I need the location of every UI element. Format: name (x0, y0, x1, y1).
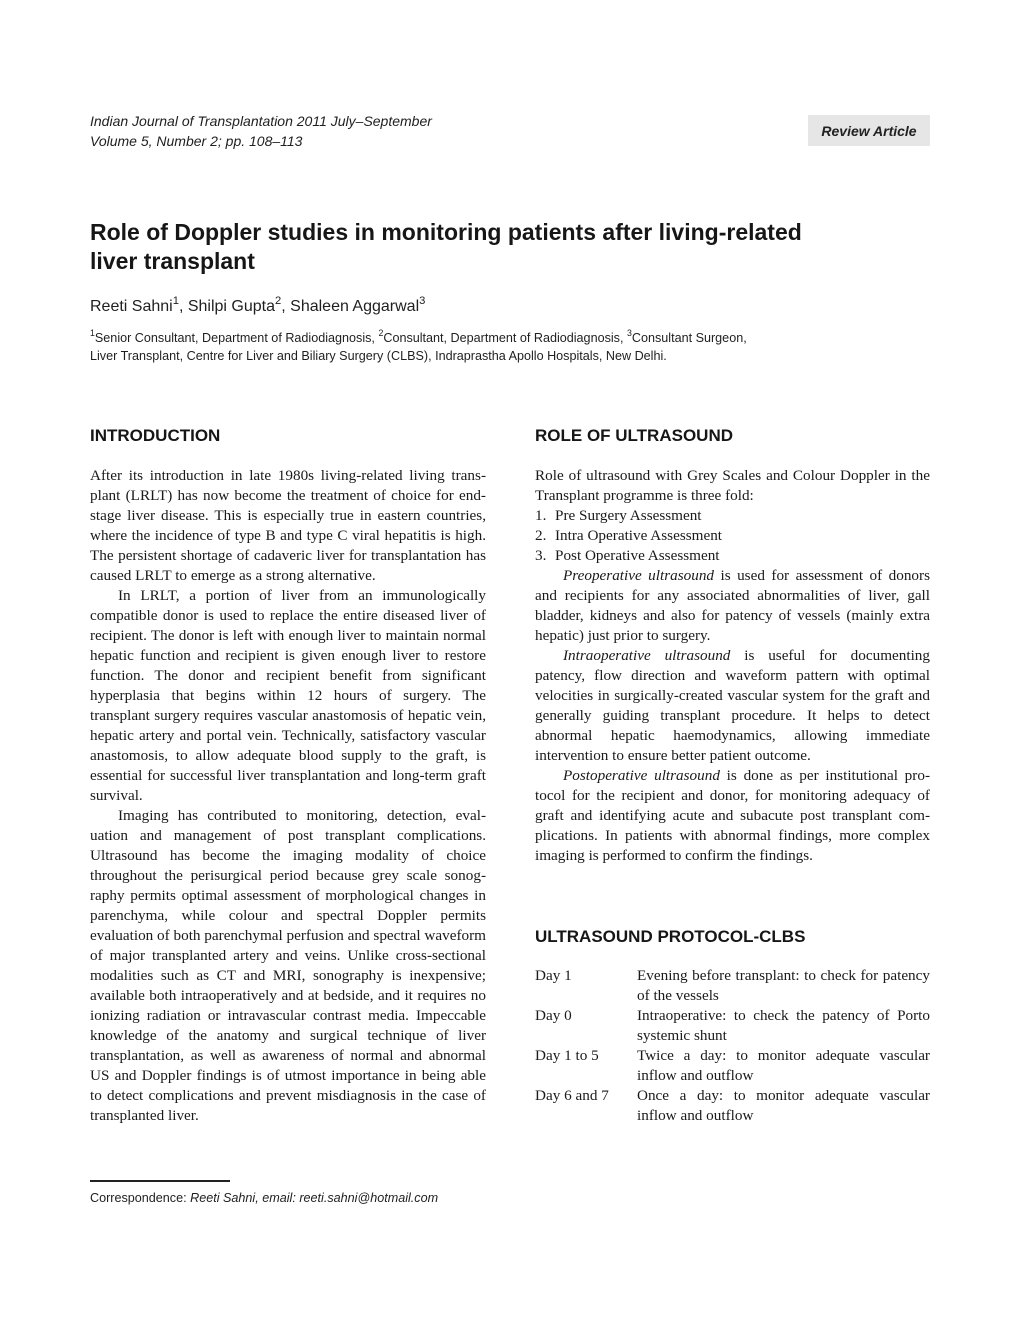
protocol-day: Day 1 to 5 (535, 1047, 599, 1064)
preoperative-term: Preoperative ultrasound (563, 567, 715, 584)
list-item (535, 526, 930, 546)
journal-volume: Volume 5, Number 2; pp. 108–113 (90, 133, 303, 149)
protocol-row (535, 1046, 930, 1086)
journal-name: Indian Journal of Transplantation 2011 July–September (90, 113, 432, 129)
author-name: Shaleen Aggarwal (290, 298, 420, 315)
intraoperative-term: Intraoperative ultrasound (563, 647, 731, 664)
affiliation-mark: 2 (378, 327, 384, 338)
affiliation-text: Consultant, Department of Radiodiagnosis, (383, 331, 627, 345)
protocol-day: Day 1 (535, 967, 572, 984)
protocol-row (535, 1086, 930, 1126)
list-number: 2. (535, 527, 547, 544)
correspondence-label: Correspondence: (90, 1191, 191, 1205)
affiliations (90, 329, 940, 365)
list-item (535, 546, 930, 566)
introduction-heading: INTRODUCTION (90, 426, 221, 445)
author-name: Shilpi Gupta (187, 298, 276, 315)
protocol-description: Twice a day: to monitor adequate vascular inflow and outflow (637, 1047, 930, 1084)
author-name: Reeti Sahni (90, 298, 173, 315)
journal-citation (90, 111, 432, 151)
author-list (90, 296, 425, 318)
intraoperative-paragraph (535, 646, 930, 766)
affiliation-mark: 1 (90, 327, 95, 338)
article-type-badge: Review Article (808, 115, 930, 146)
introduction-paragraph: Imaging has contributed to monitoring, detection, evaluation and management of post transplant complications. Ultrasound has become the imaging modality of choice throughout the perisurgical period because grey scale sonography permits optimal assessment of morphological changes in parenchyma, while colour and spectral Doppler permits evaluation of both parenchymal perfusion and spectral waveform of major transplanted artery and veins. Unlike cross-sectional modalities such as CT and MRI, sonography is inexpensive; available both intraoperatively and at bedside, and it requires no ionizing radiation or intravascular contrast media. Impeccable knowledge of the anatomy and surgical technique of liver transplantation, as well as awareness of normal and abnormal US and Doppler findings is of utmost importance in being able to detect complications and prevent misdiagnosis in the case of transplanted liver. (90, 807, 486, 1124)
role-of-ultrasound-heading: ROLE OF ULTRASOUND (535, 426, 734, 445)
preoperative-text: is used for assessment of donors and recipients for any associated abnormalities of liver, gall bladder, kidneys and also for patency of vessels (mainly extra hepatic) just prior to surgery. (535, 567, 930, 644)
intraoperative-text: is useful for documenting patency, flow direction and waveform pattern with optimal velocities in surgically-created vascular system for the graft and generally guiding transplant procedure. It helps to detect abnormal hepatic haemodynamics, allowing immediate intervention to ensure better patient outcome. (535, 647, 930, 764)
article-title-line-1: Role of Doppler studies in monitoring patients after living-related (90, 219, 802, 245)
article-title-line-2: liver transplant (90, 248, 255, 274)
postoperative-text: is done as per institutional protocol for the recipient and donor, for monitoring adequacy of graft and identifying acute and subacute post transplant complications. In patients with abnormal findings, more complex imaging is performed to confirm the findings. (535, 767, 930, 864)
protocol-table (535, 966, 930, 1126)
affiliations-line-2: Liver Transplant, Centre for Liver and Biliary Surgery (CLBS), Indraprastha Apollo Hospitals, New Delhi. (90, 349, 667, 363)
affiliation-text: Senior Consultant, Department of Radiodiagnosis, (94, 331, 379, 345)
preoperative-paragraph (535, 566, 930, 646)
introduction-body (90, 466, 486, 1126)
introduction-paragraph: In LRLT, a portion of liver from an immunologically compatible donor is used to replace the entire diseased liver of recipient. The donor is left with enough liver to maintain normal hepatic function and recipient is given enough liver to restore function. The donor and recipient benefit from significant hyperplasia that begins within 12 hours of surgery. The transplant surgery requires vascular anastomosis of hepatic vein, hepatic artery and portal vein. Technically, satisfactory vascular anastomosis, to allow adequate blood supply to the graft, is essential for successful liver transplantation and long-term graft survival. (90, 587, 486, 804)
footnote-divider (90, 1180, 230, 1182)
protocol-row (535, 1006, 930, 1046)
article-title (90, 218, 910, 276)
list-text: Pre Surgery Assessment (555, 507, 702, 524)
protocol-description: Once a day: to monitor adequate vascular inflow and outflow (637, 1087, 930, 1124)
correspondence-contact: Reeti Sahni, email: reeti.sahni@hotmail.com (190, 1191, 439, 1205)
protocol-description: Intraoperative: to check the patency of Porto systemic shunt (637, 1007, 930, 1044)
protocol-day: Day 6 and 7 (535, 1087, 609, 1104)
author-separator: , (281, 298, 291, 315)
author-affiliation-mark: 3 (419, 294, 426, 307)
list-number: 1. (535, 507, 547, 524)
author-separator: , (178, 298, 188, 315)
protocol-row (535, 966, 930, 1006)
author-affiliation-mark: 2 (275, 294, 282, 307)
protocol-description: Evening before transplant: to check for patency of the vessels (637, 967, 930, 1004)
list-text: Post Operative Assessment (555, 547, 720, 564)
introduction-paragraph: After its introduction in late 1980s living-related living transplant (LRLT) has now become the treatment of choice for end-stage liver disease. This is especially true in eastern countries, where the incidence of type B and type C viral hepatitis is high. The persistent shortage of cadaveric liver for transplantation has caused LRLT to emerge as a strong alternative. (90, 467, 486, 584)
protocol-day: Day 0 (535, 1007, 572, 1024)
list-item (535, 506, 930, 526)
role-intro-paragraph: Role of ultrasound with Grey Scales and Colour Doppler in the Transplant programme is three fold: (535, 467, 930, 504)
correspondence-note (90, 1189, 438, 1207)
list-text: Intra Operative Assessment (555, 527, 723, 544)
postoperative-term: Postoperative ultrasound (563, 767, 720, 784)
affiliations-line-1 (90, 329, 940, 347)
author-affiliation-mark: 1 (172, 294, 179, 307)
list-number: 3. (535, 547, 547, 564)
affiliation-text: Consultant Surgeon, (631, 331, 747, 345)
role-of-ultrasound-body (535, 466, 930, 866)
ultrasound-protocol-heading: ULTRASOUND PROTOCOL-CLBS (535, 927, 806, 946)
postoperative-paragraph (535, 766, 930, 866)
affiliation-mark: 3 (626, 327, 632, 338)
